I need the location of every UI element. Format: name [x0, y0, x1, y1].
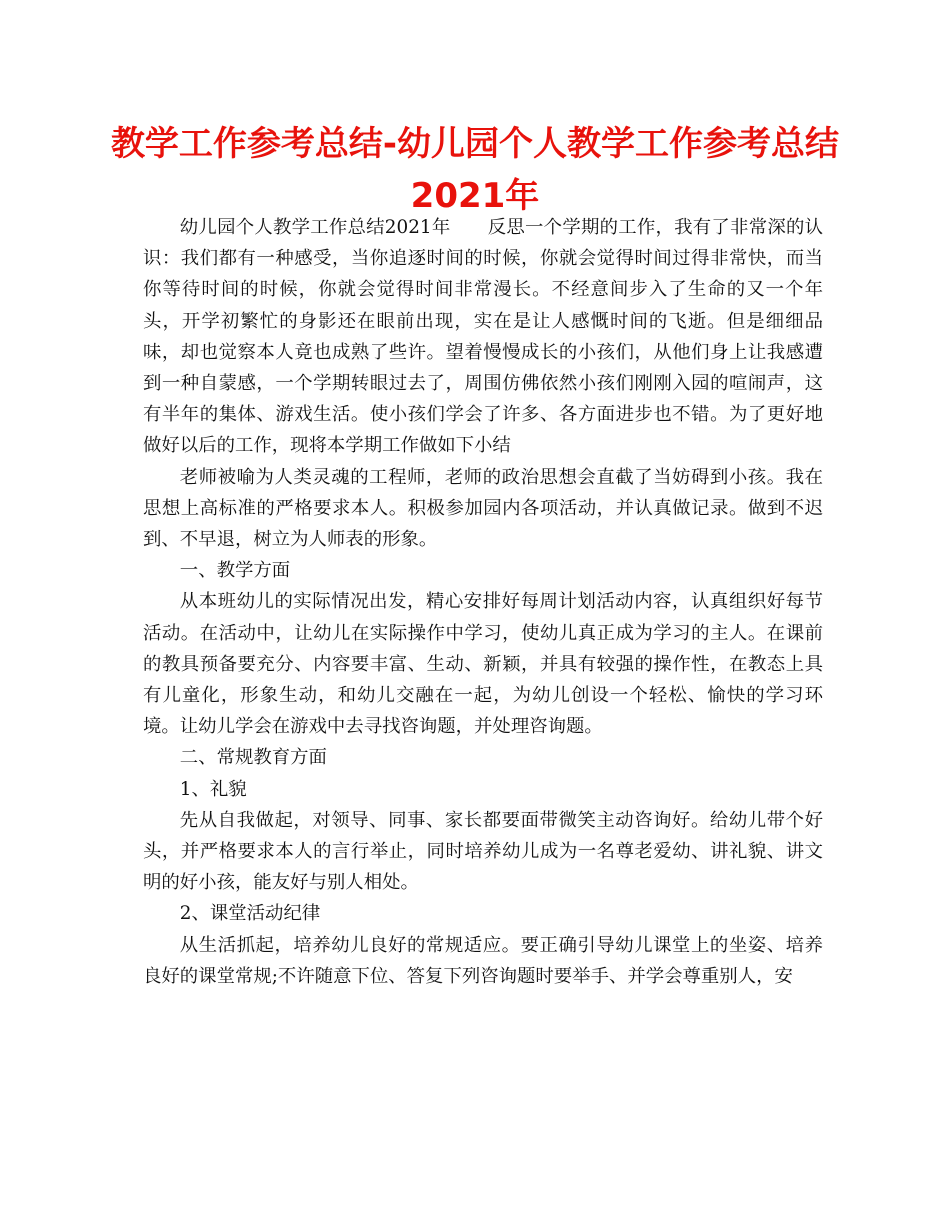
paragraph-classroom-discipline: 从生活抓起，培养幼儿良好的常规适应。要正确引导幼儿课堂上的坐姿、培养良好的课堂常规;不许随意下位、答复下列咨询题时要举手、并学会尊重别人，安	[143, 934, 823, 987]
subheading-courtesy: 1、礼貌	[179, 778, 247, 800]
document-title: 教学工作参考总结-幼儿园个人教学工作参考总结2021年	[110, 124, 840, 216]
section-heading-routine: 二、常规教育方面	[179, 747, 327, 769]
subheading-classroom-discipline: 2、课堂活动纪律	[179, 903, 321, 925]
paragraph-teacher-role: 老师被喻为人类灵魂的工程师，老师的政治思想会直截了当妨碍到小孩。我在思想上高标准的严格要求本人。积极参加园内各项活动，并认真做记录。做到不迟到、不早退，树立为人师表的形象。	[143, 466, 823, 551]
paragraph-teaching: 从本班幼儿的实际情况出发，精心安排好每周计划活动内容，认真组织好每节活动。在活动中，让幼儿在实际操作中学习，使幼儿真正成为学习的主人。在课前的教具预备要充分、内容要丰富、生动、新颖，并具有较强的操作性，在教态上具有儿童化，形象生动，和幼儿交融在一起，为幼儿创设一个轻松、愉快的学习环境。让幼儿学会在游戏中去寻找咨询题，并处理咨询题。	[143, 591, 823, 738]
paragraph-intro: 幼儿园个人教学工作总结2021年 反思一个学期的工作，我有了非常深的认识：我们都有一种感受，当你追逐时间的时候，你就会觉得时间过得非常快，而当你等待时间的时候，你就会觉得时间非常漫长。不经意间步入了生命的又一个年头，开学初繁忙的身影还在眼前出现，实在是让人感慨时间的飞逝。但是细细品味，却也觉察本人竟也成熟了些许。望着慢慢成长的小孩们，从他们身上让我感遭到一种自蒙感，一个学期转眼过去了，周围仿佛依然小孩们刚刚入园的喧闹声，这有半年的集体、游戏生活。使小孩们学会了许多、各方面进步也不错。为了更好地做好以后的工作，现将本学期工作做如下小结	[143, 217, 823, 457]
paragraph-courtesy: 先从自我做起，对领导、同事、家长都要面带微笑主动咨询好。给幼儿带个好头，并严格要求本人的言行举止，同时培养幼儿成为一名尊老爱幼、讲礼貌、讲文明的好小孩，能友好与别人相处。	[143, 809, 823, 894]
section-heading-teaching: 一、教学方面	[179, 560, 291, 582]
document-body	[143, 212, 823, 992]
